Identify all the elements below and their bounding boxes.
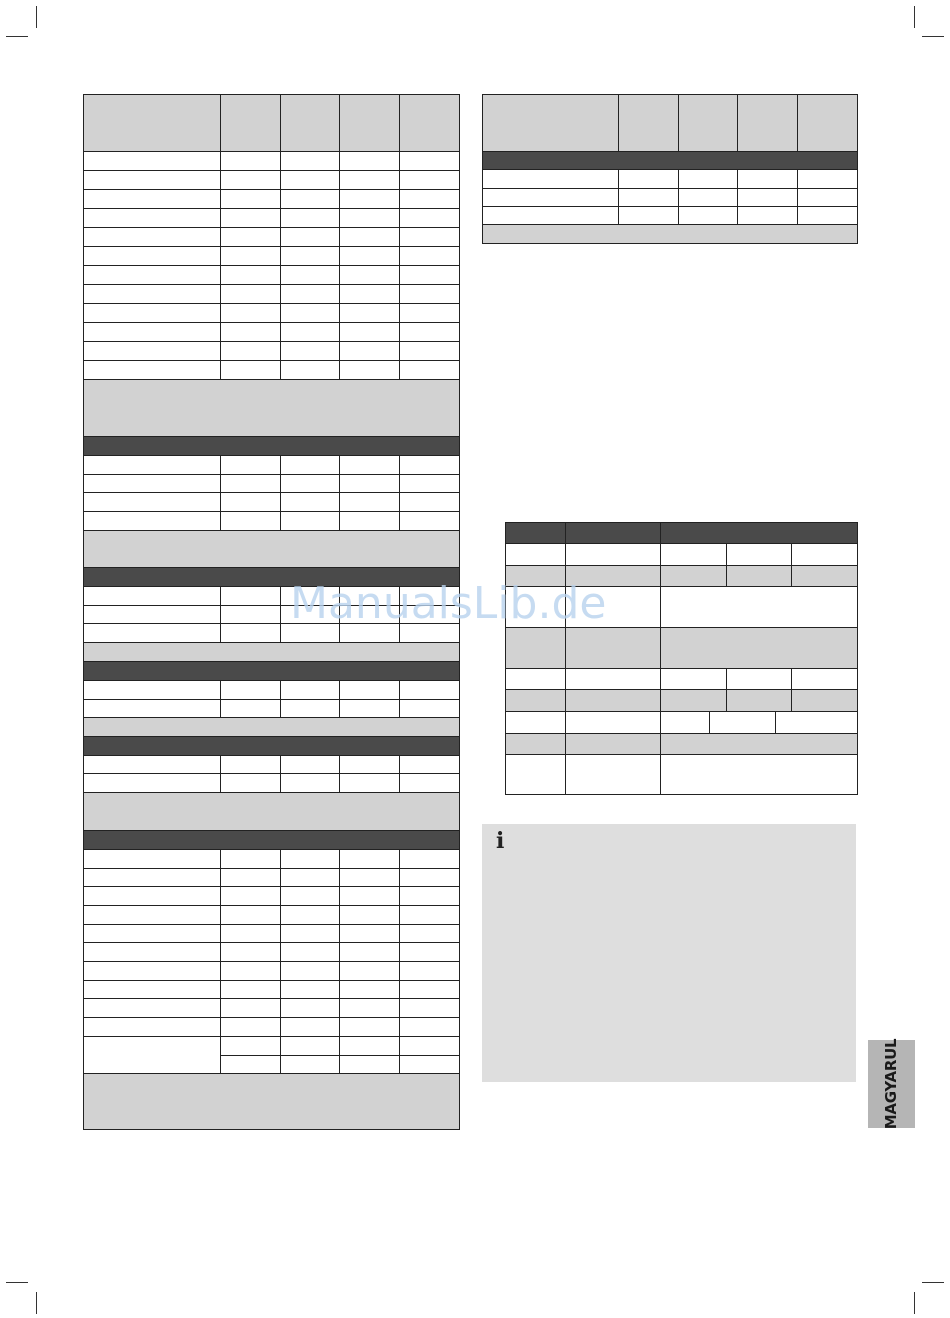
table-section-row <box>84 831 460 850</box>
table-row <box>84 247 460 266</box>
table-note-row <box>483 225 858 244</box>
table-row <box>84 209 460 228</box>
table-row <box>84 943 460 962</box>
crop-mark-top-left-h <box>6 36 28 37</box>
table-row <box>506 628 858 669</box>
table-row <box>84 493 460 512</box>
table-row <box>84 624 460 643</box>
table-section-row <box>84 437 460 456</box>
table-row <box>84 475 460 493</box>
table-note-row <box>84 531 460 568</box>
table-row <box>84 1018 460 1037</box>
table-section-row <box>483 152 858 170</box>
table-row <box>483 207 858 225</box>
table-row <box>84 512 460 531</box>
table-row <box>84 190 460 209</box>
table-note-row <box>84 643 460 662</box>
table-row <box>84 756 460 774</box>
table-row <box>84 850 460 869</box>
table-note-row <box>84 793 460 831</box>
table-header-row <box>483 95 858 152</box>
crop-mark-bottom-left-v <box>36 1292 37 1314</box>
table-row <box>84 266 460 285</box>
table-row <box>506 755 858 795</box>
table-row <box>84 887 460 906</box>
table-row <box>84 323 460 342</box>
table-section-row <box>84 737 460 756</box>
table-row <box>84 152 460 171</box>
crop-mark-top-right-v <box>914 6 915 28</box>
language-tab <box>868 1040 915 1128</box>
table-row <box>84 999 460 1018</box>
crop-mark-top-left-v <box>36 6 37 28</box>
table-section-row <box>84 662 460 681</box>
crop-mark-top-right-h <box>922 36 944 37</box>
table-header-row <box>506 523 858 544</box>
table-row <box>506 690 858 712</box>
table-row <box>84 962 460 981</box>
info-note-box <box>482 824 856 1082</box>
crop-mark-bottom-right-h <box>922 1282 944 1283</box>
table-row <box>84 906 460 925</box>
table-row <box>84 304 460 323</box>
table-note-row <box>84 718 460 737</box>
table-row <box>84 925 460 943</box>
table-row <box>84 361 460 380</box>
table-row <box>84 171 460 190</box>
table-row <box>84 285 460 304</box>
table-row <box>84 774 460 793</box>
table-row <box>483 170 858 189</box>
left-settings-table <box>83 94 460 1130</box>
table-note-row <box>84 380 460 437</box>
crop-mark-bottom-left-h <box>6 1282 28 1283</box>
table-row <box>84 981 460 999</box>
crop-mark-bottom-right-v <box>914 1292 915 1314</box>
table-section-row <box>84 568 460 587</box>
table-row <box>84 869 460 887</box>
table-row <box>483 189 858 207</box>
table-row <box>84 342 460 361</box>
table-row <box>506 712 858 734</box>
table-note-row <box>84 1074 460 1130</box>
table-row <box>84 606 460 624</box>
table-row <box>506 669 858 690</box>
right-top-table <box>482 94 858 244</box>
table-row <box>84 228 460 247</box>
table-row <box>506 566 858 587</box>
info-icon: i <box>496 828 505 854</box>
language-tab-label: MAGYARUL <box>882 1038 900 1130</box>
table-row <box>84 587 460 606</box>
watermark: ManualsLib.de <box>290 578 607 629</box>
table-row <box>84 456 460 475</box>
table-row <box>506 544 858 566</box>
table-row <box>84 681 460 700</box>
table-row <box>506 587 858 628</box>
table-header-row <box>84 95 460 152</box>
table-row <box>84 1037 460 1056</box>
right-middle-table <box>505 522 858 795</box>
table-row <box>84 700 460 718</box>
table-row <box>506 734 858 755</box>
